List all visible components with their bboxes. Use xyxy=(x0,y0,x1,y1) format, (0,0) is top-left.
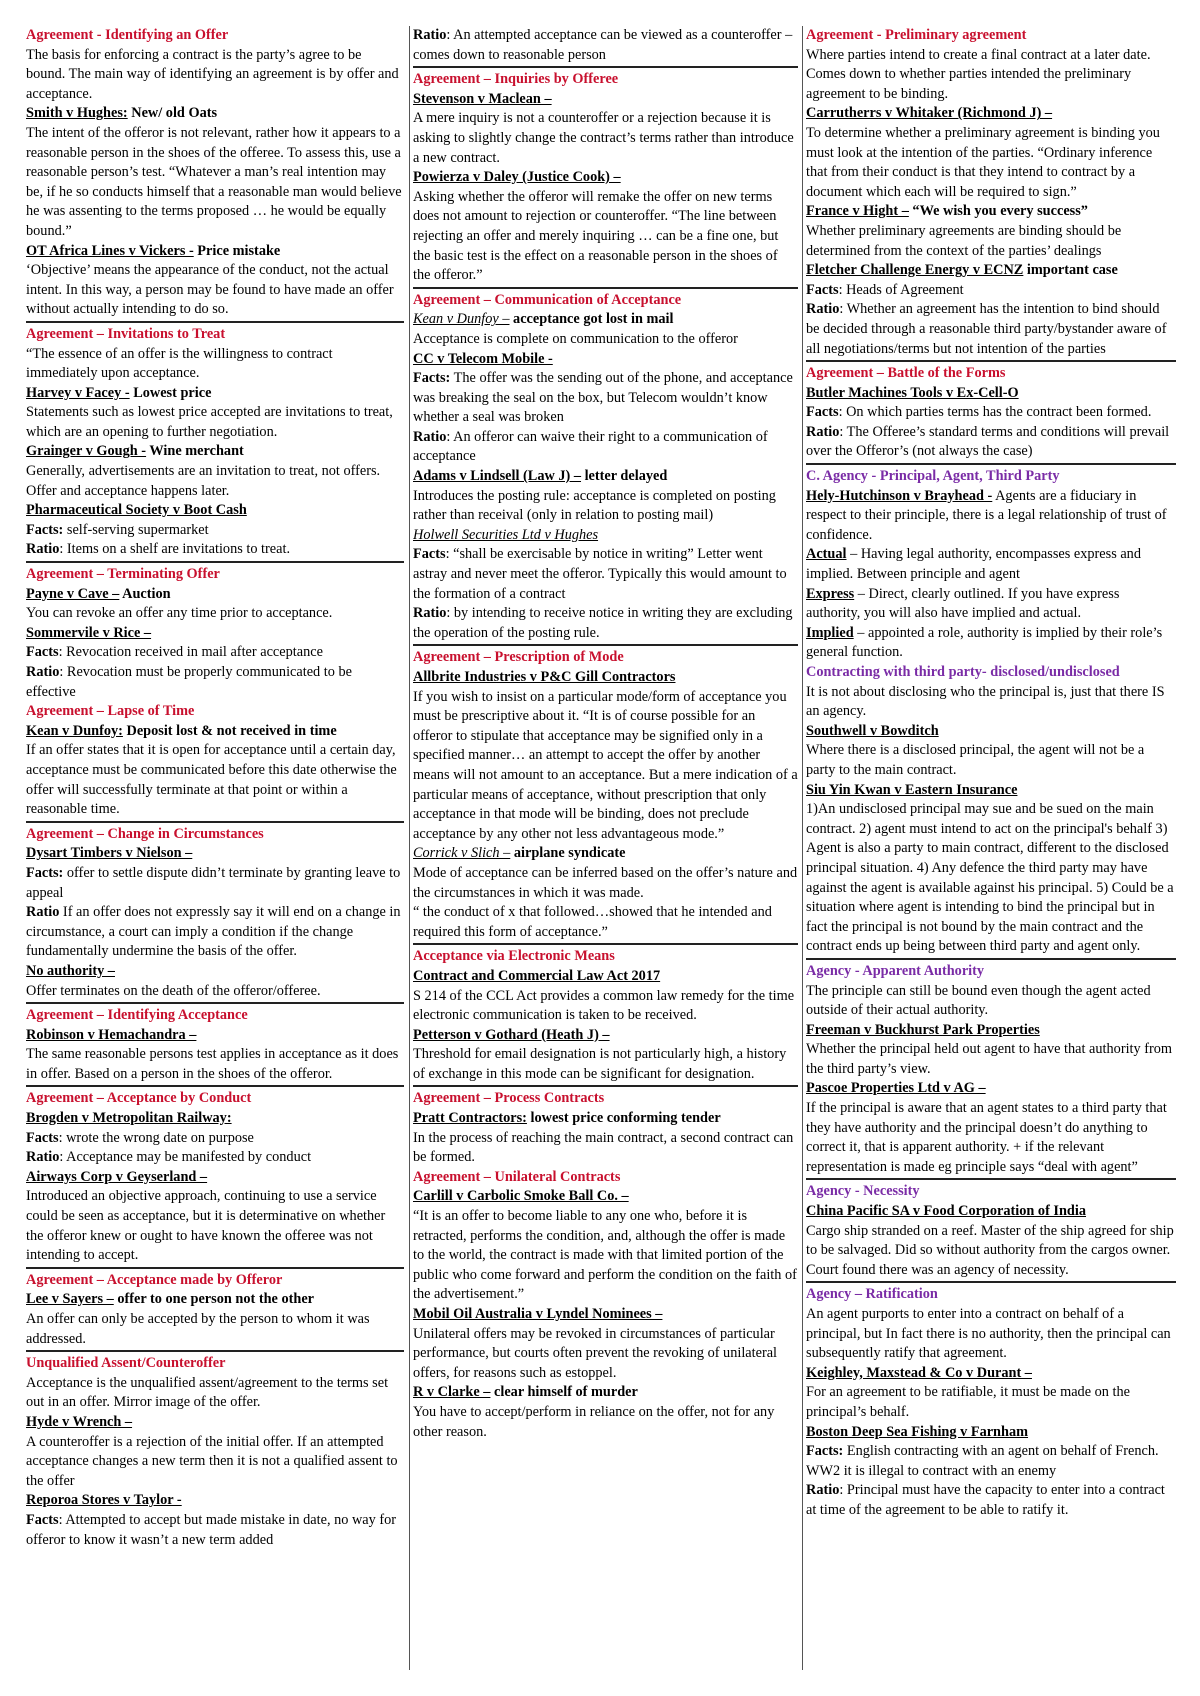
note-line xyxy=(413,487,798,526)
note-line xyxy=(413,1383,798,1403)
note-line xyxy=(26,604,404,624)
note-line xyxy=(26,1374,404,1413)
section-heading: Agency - Necessity xyxy=(806,1183,920,1200)
section-heading: Agency – Ratification xyxy=(806,1286,938,1303)
case-name: Robinson v Hemachandra – xyxy=(26,1026,197,1043)
case-name: Powierza v Daley (Justice Cook) – xyxy=(413,169,621,186)
note-line xyxy=(413,428,798,467)
note-line xyxy=(413,1187,798,1207)
note-text: Cargo ship stranded on a reef. Master of the ship agreed for ship to be salvaged. Did so without authority from the cargos owner. Court found there was an agency of necessity. xyxy=(806,1222,1174,1278)
case-keyword: letter delayed xyxy=(581,468,668,485)
case-name: Payne v Cave – xyxy=(26,585,120,602)
case-name: Holwell Securities Ltd v Hughes xyxy=(413,526,599,543)
note-line xyxy=(26,1290,404,1310)
note-line xyxy=(806,1423,1176,1443)
note-text: Threshold for email designation is not particularly high, a history of exchange in this mode can be significant for designation. xyxy=(413,1046,787,1082)
note-text: Introduces the posting rule: acceptance is completed on posting rather than receival (only in relation to posting mail) xyxy=(413,487,776,524)
note-text: It is not about disclosing who the principal is, just that there IS an agency. xyxy=(806,683,1165,720)
case-name: Lee v Sayers – xyxy=(26,1291,114,1308)
note-text: If an offer does not expressly say it will end on a change in circumstance, a court can imply a condition if the change fundamentally undermine the basis of the offer. xyxy=(26,904,401,960)
note-line xyxy=(26,104,404,124)
note-line xyxy=(26,1413,404,1433)
note-text: : On which parties terms has the contract been formed. xyxy=(838,404,1152,421)
note-section xyxy=(26,1006,404,1087)
note-section xyxy=(26,1089,404,1268)
note-text: You have to accept/perform in reliance on the offer, not for any other reason. xyxy=(413,1403,775,1440)
note-text: Agents are a fiduciary in respect to their principle, there is a legal relationship of trust of confidence. xyxy=(806,487,1167,543)
case-name: Corrick v Slich – xyxy=(413,845,511,862)
note-section xyxy=(806,364,1176,465)
case-name: Dysart Timbers v Nielson – xyxy=(26,845,193,862)
case-name: Freeman v Buckhurst Park Properties xyxy=(806,1021,1040,1038)
section-heading: Agreement – Identifying Acceptance xyxy=(26,1007,248,1024)
note-text: offer to settle dispute didn’t terminate by granting leave to appeal xyxy=(26,864,401,901)
note-text: Acceptance is the unqualified assent/agreement to the terms set out in an offer. Mirror image of the offer. xyxy=(26,1374,389,1411)
case-name: Butler Machines Tools v Ex-Cell-O xyxy=(806,384,1019,401)
field-label: Ratio xyxy=(806,423,840,440)
note-line xyxy=(806,1079,1176,1099)
note-line xyxy=(26,741,404,819)
field-label: Ratio xyxy=(413,27,447,43)
note-text: In the process of reaching the main contract, a second contract can be formed. xyxy=(413,1129,794,1166)
case-name: Petterson v Gothard (Heath J) – xyxy=(413,1026,610,1043)
case-name: Actual xyxy=(806,546,847,563)
note-line xyxy=(413,1207,798,1305)
case-keyword: Auction xyxy=(119,585,171,602)
note-line xyxy=(26,1045,404,1084)
note-line xyxy=(26,903,404,962)
note-section xyxy=(26,825,404,1004)
note-line xyxy=(413,1325,798,1384)
case-name: Hely-Hutchinson v Brayhead - xyxy=(806,487,993,504)
note-line xyxy=(26,864,404,903)
case-name: Pratt Contractors: xyxy=(413,1110,527,1127)
note-text: : “shall be exercisable by notice in writing” Letter went astray and never meet the offeror. Typically this would amount to the formation of a contract xyxy=(413,546,787,602)
note-text: : An attempted acceptance can be viewed as a counteroffer – comes down to reasonable person xyxy=(413,27,793,63)
case-name: Boston Deep Sea Fishing v Farnham xyxy=(806,1423,1029,1440)
note-text: : by intending to receive notice in writing they are excluding the operation of the posting rule. xyxy=(413,605,793,641)
note-line xyxy=(413,844,798,864)
column-1 xyxy=(26,26,404,1553)
note-line xyxy=(806,741,1176,780)
section-heading: Agreement – Acceptance by Conduct xyxy=(26,1090,252,1107)
note-line xyxy=(26,1433,404,1492)
note-text: : An offeror can waive their right to a communication of acceptance xyxy=(413,428,768,465)
note-line xyxy=(806,585,1176,624)
note-line xyxy=(806,1099,1176,1177)
note-section xyxy=(806,26,1176,362)
note-text: – appointed a role, authority is implied by their role’s general function. xyxy=(806,624,1163,661)
note-line xyxy=(806,124,1176,202)
note-section xyxy=(413,1089,798,1443)
note-line xyxy=(26,124,404,242)
note-line xyxy=(26,501,404,521)
note-text: : wrote the wrong date on purpose xyxy=(58,1129,254,1146)
case-name: Siu Yin Kwan v Eastern Insurance xyxy=(806,781,1018,798)
case-name: Pharmaceutical Society v Boot Cash xyxy=(26,502,247,519)
note-line xyxy=(413,330,798,350)
note-line xyxy=(806,202,1176,222)
note-text: The offer was the sending out of the phone, and acceptance was breaking the seal on the box, but Telecom wouldn’t know whether a seal was broken xyxy=(413,370,793,426)
field-label: Ratio xyxy=(806,1482,840,1499)
note-text: If you wish to insist on a particular mode/form of acceptance you must be prescriptive about it. “It is of course possible for an offeror to stipulate that acceptance may be signified only in a specified manner… an attempt to accept the offer by another means will not amount to an acceptance. But a mere indication of a particular means of acceptance, without prescription that only acceptance in that mode will be binding, does not preclude acceptance by any other not less advantageous mode.” xyxy=(413,688,798,842)
field-label: Facts xyxy=(26,1511,59,1528)
note-line xyxy=(26,540,404,560)
note-section xyxy=(806,1285,1176,1521)
note-text: To determine whether a preliminary agreement is binding you must look at the intention of the parties. “Ordinary inference that from their conduct is that they intend to contract by a document which each will be required to sign.” xyxy=(806,124,1160,200)
note-line xyxy=(26,1491,404,1511)
section-heading: Agreement – Inquiries by Offeree xyxy=(413,71,619,88)
note-text: Where parties intend to create a final contract at a later date. Comes down to whether parties intended the preliminary agreement to be binding. xyxy=(806,46,1151,102)
note-line xyxy=(413,467,798,487)
case-name: Kean v Dunfoy: xyxy=(26,722,123,739)
note-line xyxy=(26,663,404,702)
case-name: Implied xyxy=(806,624,854,641)
note-text: : Revocation must be properly communicated to be effective xyxy=(26,664,352,700)
note-text: A mere inquiry is not a counteroffer or a rejection because it is asking to slightly change the contract’s terms rather than introduce a new contract. xyxy=(413,110,794,166)
note-text: If the principal is aware that an agent states to a third party that they have authority and the principal doesn’t do anything to correct it, that is apparent authority. + if the relevant representation is made eg principle says “deal with agent” xyxy=(806,1100,1167,1175)
note-line xyxy=(26,1511,404,1550)
note-text: : Attempted to accept but made mistake in date, no way for offeror to know it wasn’t a new term added xyxy=(26,1511,397,1548)
note-section xyxy=(413,26,798,68)
case-name: Pascoe Properties Ltd v AG – xyxy=(806,1080,986,1097)
note-line xyxy=(806,384,1176,404)
note-line xyxy=(26,1026,404,1046)
column-2 xyxy=(413,26,798,1445)
case-keyword: clear himself of murder xyxy=(490,1384,638,1401)
case-keyword: New/ old Oats xyxy=(127,105,218,122)
note-text: S 214 of the CCL Act provides a common law remedy for the time electronic communication is taken to be received. xyxy=(413,987,795,1024)
note-line xyxy=(413,1026,798,1046)
note-text: self-serving supermarket xyxy=(63,521,209,538)
note-section xyxy=(26,1354,404,1551)
note-text: 1)An undisclosed principal may sue and be sued on the main contract. 2) agent must intend to act on the principal's behalf 3) Agent is also a party to main contract, different to the disclosed principal situation. 4) Any defence the third party may have against the agent is available against his principal. 5) Could be a situation where agent is intending to bind the principal but in fact the principal is not bound by the main contract and the contract ends up being between third party and agent only. xyxy=(806,801,1174,955)
section-heading: C. Agency - Principal, Agent, Third Party xyxy=(806,468,1060,485)
note-text: : Principal must have the capacity to enter into a contract at time of the agreement to be able to ratify it. xyxy=(806,1482,1165,1518)
section-heading: Agreement – Unilateral Contracts xyxy=(413,1168,621,1185)
note-line xyxy=(413,1109,798,1129)
note-section xyxy=(806,467,1176,960)
case-keyword: Wine merchant xyxy=(146,443,244,460)
case-name: Grainger v Gough - xyxy=(26,443,147,460)
case-name: R v Clarke – xyxy=(413,1384,491,1401)
note-section xyxy=(26,26,404,323)
note-line xyxy=(26,46,404,105)
note-text: Asking whether the offeror will remake the offer on new terms does not amount to rejection or counteroffer. “The line between rejecting an offer and merely inquiring … can be a fine one, but the basic test is the effect on a reasonable person in the shoes of the offeror.” xyxy=(413,188,779,284)
note-line xyxy=(413,545,798,604)
note-section xyxy=(413,291,798,647)
section-heading: Agreement – Terminating Offer xyxy=(26,566,220,583)
note-line xyxy=(806,624,1176,663)
note-text: An offer can only be accepted by the person to whom it was addressed. xyxy=(26,1311,370,1347)
case-name: Carlill v Carbolic Smoke Ball Co. – xyxy=(413,1188,629,1205)
field-label: Facts xyxy=(413,546,446,563)
note-line xyxy=(26,962,404,982)
note-line xyxy=(413,369,798,428)
field-label: Facts: xyxy=(26,864,64,881)
note-line xyxy=(806,1305,1176,1364)
field-label: Facts xyxy=(26,644,59,661)
field-label: Ratio xyxy=(26,904,60,921)
note-line xyxy=(413,1403,798,1442)
note-line xyxy=(413,967,798,987)
field-label: Facts: xyxy=(806,1443,844,1460)
note-line xyxy=(26,384,404,404)
case-name: Hyde v Wrench – xyxy=(26,1413,133,1430)
note-line xyxy=(413,1305,798,1325)
note-text: – Having legal authority, encompasses express and implied. Between principle and agent xyxy=(806,546,1141,583)
case-keyword: Lowest price xyxy=(129,384,212,401)
note-line xyxy=(26,1129,404,1149)
field-label: Facts xyxy=(806,281,839,298)
field-label: Ratio xyxy=(413,428,447,445)
note-text: The intent of the offeror is not relevant, rather how it appears to a reasonable person in the shoes of the offeree. To assess this, use a reasonable person’s test. “Whatever a man’s real intention may be, if he so conducts himself that a reasonable man would believe he was assenting to the terms proposed … he would be equally bound.” xyxy=(26,124,402,239)
note-line xyxy=(413,188,798,286)
case-keyword: “We wish you every success” xyxy=(908,203,1088,220)
note-line xyxy=(413,688,798,845)
note-line xyxy=(26,624,404,644)
note-line xyxy=(26,844,404,864)
case-name: CC v Telecom Mobile - xyxy=(413,350,553,367)
note-line xyxy=(806,281,1176,301)
note-line xyxy=(413,987,798,1026)
note-text: English contracting with an agent on behalf of French. WW2 it is illegal to contract with an enemy xyxy=(806,1443,1159,1479)
note-line xyxy=(413,604,798,643)
note-line xyxy=(413,903,798,942)
note-section xyxy=(26,1271,404,1352)
case-keyword: lowest price conforming tender xyxy=(526,1110,721,1127)
note-text: : Revocation received in mail after acceptance xyxy=(58,644,323,661)
note-line xyxy=(806,1442,1176,1481)
note-text: Unilateral offers may be revoked in circumstances of particular performance, but courts often prevent the revoking of unilateral offers, for reasons such as estoppel. xyxy=(413,1325,778,1381)
field-label: Facts xyxy=(806,404,839,421)
note-line xyxy=(806,104,1176,124)
note-line xyxy=(413,350,798,370)
note-section xyxy=(413,648,798,945)
section-heading: Agreement - Identifying an Offer xyxy=(26,27,229,43)
note-line xyxy=(26,345,404,384)
case-keyword: acceptance got lost in mail xyxy=(509,311,674,328)
note-line xyxy=(413,90,798,110)
case-name: Harvey v Facey - xyxy=(26,384,130,401)
case-name: Brogden v Metropolitan Railway: xyxy=(26,1110,232,1127)
note-text: “The essence of an offer is the willingness to contract immediately upon acceptance. xyxy=(26,345,333,382)
note-line xyxy=(26,261,404,320)
note-text: For an agreement to be ratifiable, it must be made on the principal’s behalf. xyxy=(806,1384,1130,1420)
note-line xyxy=(806,545,1176,584)
note-text: Mode of acceptance can be inferred based on the offer’s nature and the circumstances in which it was made. xyxy=(413,864,798,901)
note-line xyxy=(806,300,1176,359)
case-name: Adams v Lindsell (Law J) – xyxy=(413,468,582,485)
case-keyword: airplane syndicate xyxy=(510,845,626,862)
notes-page xyxy=(26,26,1176,1670)
case-name: Stevenson v Maclean – xyxy=(413,90,552,107)
note-text: – Direct, clearly outlined. If you have express authority, you will also have implied and actual. xyxy=(806,585,1120,622)
note-text: You can revoke an offer any time prior to acceptance. xyxy=(26,605,333,622)
section-heading: Agreement – Lapse of Time xyxy=(26,703,195,720)
note-line xyxy=(806,222,1176,261)
note-line xyxy=(26,585,404,605)
case-name: Airways Corp v Geyserland – xyxy=(26,1168,208,1185)
note-line xyxy=(413,526,798,546)
note-section xyxy=(806,1182,1176,1283)
case-name: Allbrite Industries v P&C Gill Contractors xyxy=(413,669,676,685)
case-name: Smith v Hughes: xyxy=(26,105,128,122)
note-text: “It is an offer to become liable to any one who, before it is retracted, performs the condition, and, although the offer is made to the world, the contract is made with that limited portion of the public who come forward and perform the condition on the faith of the advertisement.” xyxy=(413,1208,797,1303)
note-text: : The Offeree’s standard terms and conditions will prevail over the Offeror’s (not always the case) xyxy=(806,423,1170,460)
note-line xyxy=(806,46,1176,105)
section-heading: Agreement – Prescription of Mode xyxy=(413,649,624,666)
note-text: “ the conduct of x that followed…showed that he intended and required this form of acceptance.” xyxy=(413,904,772,940)
case-keyword: important case xyxy=(1023,262,1118,279)
column-divider xyxy=(409,26,410,1670)
case-name: China Pacific SA v Food Corporation of India xyxy=(806,1203,1087,1220)
field-label: Ratio xyxy=(26,541,60,558)
note-line xyxy=(26,1148,404,1168)
note-text: : Whether an agreement has the intention to bind should be decided through a reasonable third party/bystander aware of all negotiations/terms but not intention of the parties xyxy=(806,301,1167,357)
note-section xyxy=(413,70,798,289)
note-section xyxy=(26,565,404,823)
note-line xyxy=(26,1310,404,1349)
note-text: Introduced an objective approach, continuing to use a service could be seen as acceptance, but it is determinative on whether the offeror knew or ought to have known the offeree was not intending to accept. xyxy=(26,1188,386,1264)
section-heading: Agency - Apparent Authority xyxy=(806,962,985,979)
note-section xyxy=(26,325,404,563)
note-line xyxy=(806,1383,1176,1422)
note-section xyxy=(806,962,1176,1181)
section-heading: Agreement – Process Contracts xyxy=(413,1090,605,1107)
section-heading: Agreement - Preliminary agreement xyxy=(806,27,1027,43)
case-keyword: Price mistake xyxy=(193,242,281,259)
case-name: Contract and Commercial Law Act 2017 xyxy=(413,967,661,984)
note-line xyxy=(413,310,798,330)
case-keyword: Deposit lost & not received in time xyxy=(122,722,337,739)
note-line xyxy=(26,521,404,541)
note-line xyxy=(26,722,404,742)
section-heading: Agreement – Acceptance made by Offeror xyxy=(26,1271,283,1288)
note-line xyxy=(26,242,404,262)
note-line xyxy=(26,982,404,1002)
note-line xyxy=(806,800,1176,957)
case-name: Keighley, Maxstead & Co v Durant – xyxy=(806,1364,1032,1381)
note-text: An agent purports to enter into a contract on behalf of a principal, but In fact there is no authority, then the principal can subsequently ratify that agreement. xyxy=(806,1306,1171,1362)
note-text: A counteroffer is a rejection of the initial offer. If an attempted acceptance changes a new term then it is not a qualified assent to the offer xyxy=(26,1433,398,1489)
note-text: Whether preliminary agreements are binding should be determined from the context of the parties’ dealings xyxy=(806,222,1122,259)
case-keyword: offer to one person not the other xyxy=(113,1291,315,1308)
note-line xyxy=(806,683,1176,722)
note-text: ‘Objective’ means the appearance of the conduct, not the actual intent. In this way, a person may be found to have made an offer without actually intending to do so. xyxy=(26,262,394,318)
note-text: Generally, advertisements are an invitation to treat, not offers. Offer and acceptance happens later. xyxy=(26,463,381,499)
note-line xyxy=(413,668,798,688)
section-heading: Acceptance via Electronic Means xyxy=(413,948,615,965)
case-name: OT Africa Lines v Vickers - xyxy=(26,242,194,259)
note-line xyxy=(806,1202,1176,1222)
note-text: : Acceptance may be manifested by conduct xyxy=(59,1149,312,1166)
note-line xyxy=(413,1129,798,1168)
case-name: Fletcher Challenge Energy v ECNZ xyxy=(806,262,1024,279)
note-line xyxy=(806,1040,1176,1079)
note-line xyxy=(806,1481,1176,1520)
field-label: Ratio xyxy=(806,301,840,318)
note-line xyxy=(26,1187,404,1265)
note-text: Where there is a disclosed principal, the agent will not be a party to the main contract. xyxy=(806,742,1145,778)
field-label: Facts: xyxy=(26,521,64,538)
note-line xyxy=(806,722,1176,742)
section-heading: Agreement – Battle of the Forms xyxy=(806,365,1006,382)
case-name: Express xyxy=(806,585,855,602)
note-line xyxy=(26,442,404,462)
field-label: Facts: xyxy=(413,370,451,387)
note-text: Statements such as lowest price accepted are invitations to treat, which are an opening to further negotiation. xyxy=(26,404,393,440)
case-name: Sommervile v Rice – xyxy=(26,624,152,641)
note-text: The same reasonable persons test applies in acceptance as it does in offer. Based on a person in the shoes of the offeror. xyxy=(26,1046,399,1082)
case-name: Kean v Dunfoy – xyxy=(413,311,510,328)
case-name: Carrutherrs v Whitaker (Richmond J) – xyxy=(806,105,1053,122)
section-heading: Contracting with third party- disclosed/undisclosed xyxy=(806,664,1120,680)
note-line xyxy=(26,462,404,501)
note-line xyxy=(413,864,798,903)
note-line xyxy=(806,487,1176,546)
note-line xyxy=(26,643,404,663)
section-heading: Agreement – Communication of Acceptance xyxy=(413,291,682,308)
note-section xyxy=(413,947,798,1087)
note-text: : Items on a shelf are invitations to treat. xyxy=(59,541,291,558)
case-name: Reporoa Stores v Taylor - xyxy=(26,1492,182,1509)
note-text: Whether the principal held out agent to have that authority from the third party’s view. xyxy=(806,1041,1173,1077)
note-line xyxy=(806,261,1176,281)
note-line xyxy=(413,109,798,168)
note-line xyxy=(806,1364,1176,1384)
note-line xyxy=(26,1168,404,1188)
note-line xyxy=(26,403,404,442)
note-line xyxy=(26,1109,404,1129)
column-3 xyxy=(806,26,1176,1524)
section-heading: Unqualified Assent/Counteroffer xyxy=(26,1355,226,1372)
note-text: : Heads of Agreement xyxy=(838,281,964,298)
note-line xyxy=(806,1222,1176,1281)
note-line xyxy=(806,781,1176,801)
note-line xyxy=(413,26,798,65)
case-name: Southwell v Bowditch xyxy=(806,722,939,739)
note-text: The basis for enforcing a contract is the party’s agree to be bound. The main way of identifying an agreement is by offer and acceptance. xyxy=(26,46,399,102)
case-name: Mobil Oil Australia v Lyndel Nominees – xyxy=(413,1306,663,1322)
note-line xyxy=(806,423,1176,462)
note-text: The principle can still be bound even though the agent acted outside of their actual authority. xyxy=(806,982,1151,1019)
column-divider xyxy=(802,26,803,1670)
note-text: Acceptance is complete on communication to the offeror xyxy=(413,330,738,347)
section-heading: Agreement – Invitations to Treat xyxy=(26,325,226,342)
case-name: No authority – xyxy=(26,962,115,979)
note-line xyxy=(806,403,1176,423)
section-heading: Agreement – Change in Circumstances xyxy=(26,825,264,842)
note-text: If an offer states that it is open for acceptance until a certain day, acceptance must be communicated before this date otherwise the offer will successfully terminate at that point or within a reasonable time. xyxy=(26,742,397,818)
note-text: Offer terminates on the death of the offeror/offeree. xyxy=(26,982,321,999)
field-label: Ratio xyxy=(26,1149,60,1166)
note-line xyxy=(806,982,1176,1021)
note-line xyxy=(413,168,798,188)
case-name: France v Hight – xyxy=(806,203,909,220)
note-line xyxy=(806,1021,1176,1041)
note-line xyxy=(413,1045,798,1084)
field-label: Ratio xyxy=(413,605,447,622)
field-label: Facts xyxy=(26,1129,59,1146)
field-label: Ratio xyxy=(26,664,60,680)
